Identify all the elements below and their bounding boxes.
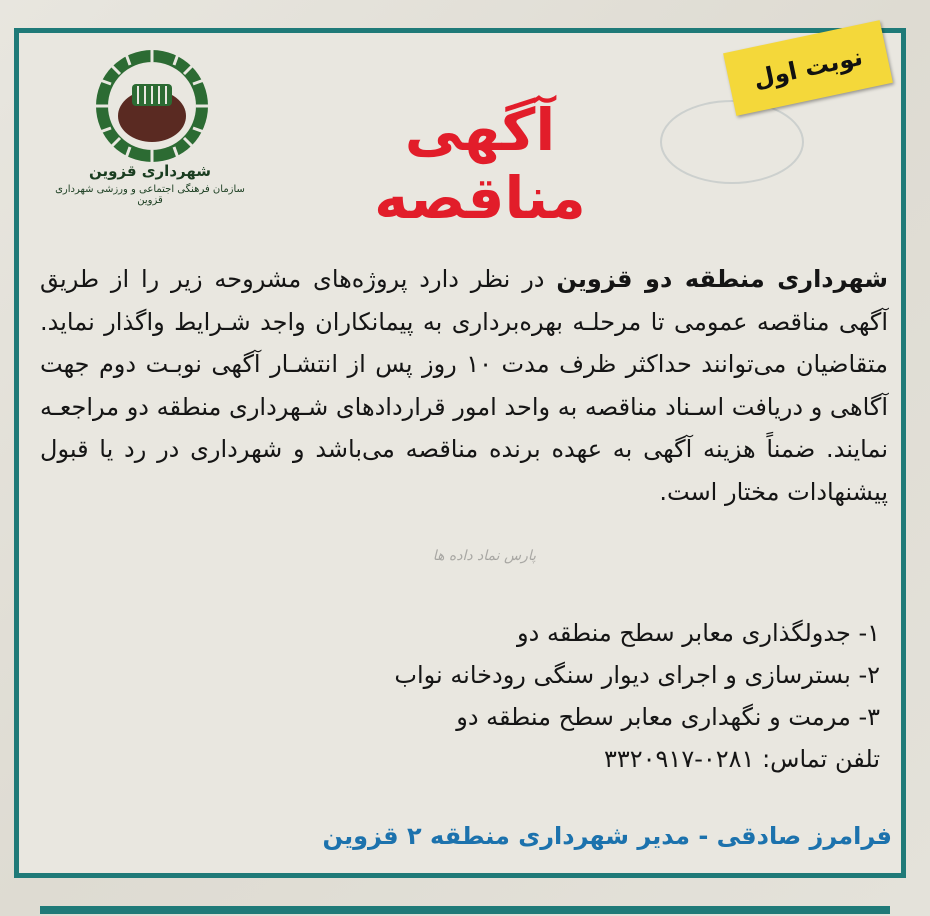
municipality-logo	[92, 46, 212, 166]
signature-line: فرامرز صادقی - مدیر شهرداری منطقه ۲ قزوین	[322, 822, 892, 850]
logo-title: شهرداری قزوین	[88, 162, 212, 180]
project-list	[40, 612, 880, 780]
list-item: ۳- مرمت و نگهداری معابر سطح منطقه دو	[456, 703, 880, 731]
body-lead: شهرداری منطقه دو قزوین	[556, 265, 888, 293]
body-text: در نظر دارد پروژه‌های مشروحه زیر را از طریق آگهی مناقصه عمومی تا مرحلـه بهره‌برداری به پیمانکاران واجد شـرایط واگذار نماید. متقاضیان می‌توانند حداکثر ظرف مدت ۱۰ روز پس از انتشـار آگهی نوبـت دوم جهت آگاهی و دریافت اسـناد مناقصه به واحد امور قراردادهای شـهرداری منطقه دو مراجعـه نمایند. ضمناً هزینه آگهی به عهده برنده مناقصه می‌باشد و شهرداری در رد یا قبول پیشنهادات مختار است.	[40, 265, 888, 506]
contact-label: تلفن تماس:	[762, 745, 880, 773]
logo-caption: سازمان فرهنگی اجتماعی و ورزشی شهرداری قزوین	[55, 184, 245, 206]
contact-phone: ۰۲۸۱-۳۳۲۰۹۱۷	[603, 745, 755, 773]
list-item: ۲- بسترسازی و اجرای دیوار سنگی رودخانه نواب	[394, 661, 880, 689]
contact-line	[40, 738, 880, 780]
faint-stamp	[660, 100, 804, 184]
notice-body	[40, 258, 888, 513]
bottom-rule	[40, 906, 890, 914]
list-item: ۱- جدولگذاری معابر سطح منطقه دو	[517, 619, 880, 647]
round-badge-label: نوبت اول	[750, 42, 866, 94]
watermark: پارس نماد داده ها	[432, 548, 536, 564]
notice-title: آگهی مناقصه	[374, 96, 586, 232]
